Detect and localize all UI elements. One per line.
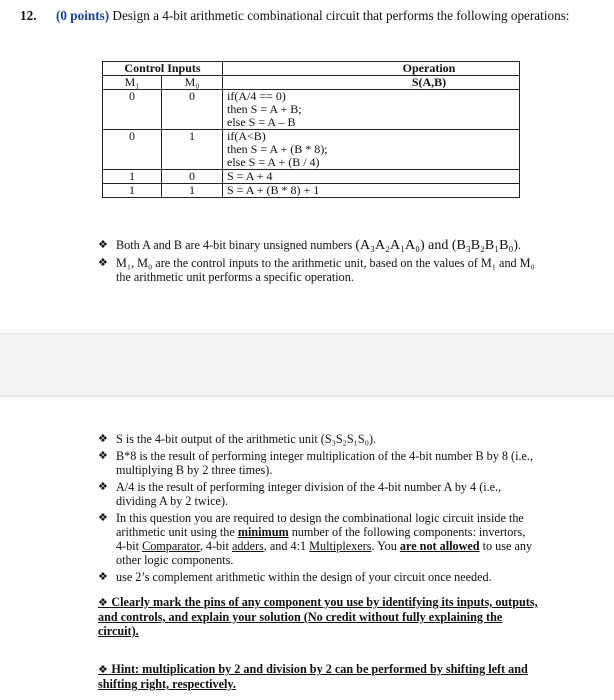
page-break-separator: [0, 333, 614, 397]
op-line: else S = A + (B / 4): [227, 155, 320, 169]
s-header: S(A,B): [223, 76, 520, 90]
bullet-text: , 4-bit: [199, 539, 232, 553]
bullets-bottom: [98, 432, 538, 587]
operations-table: [102, 61, 520, 198]
list-item: [98, 238, 538, 253]
question-number: 12.: [20, 8, 37, 23]
bullet-text: to use any other logic components.: [116, 539, 533, 567]
list-item: [98, 449, 538, 477]
bullet-star-icon: ❖: [98, 238, 108, 251]
m1-cell: 0: [103, 90, 162, 130]
note-hint: [98, 662, 540, 694]
note-text: [98, 595, 540, 638]
emphasis-minimum: minimum: [237, 525, 289, 539]
component-adders: adders: [231, 539, 264, 553]
table-row: [103, 130, 520, 170]
question-text: Design a 4-bit arithmetic combinational circuit that performs the following operations:: [112, 8, 570, 23]
bullet-text: , and 4:1: [263, 539, 310, 553]
bullet-star-icon: ❖: [98, 663, 112, 676]
bullet-text: .: [518, 238, 522, 252]
operation-cell: [223, 90, 520, 130]
op-line: if(A<B): [227, 129, 266, 143]
bullets-top: [98, 238, 538, 287]
note-clearly: [98, 595, 540, 641]
m1-cell: 1: [103, 184, 162, 198]
bullet-star-icon: ❖: [98, 449, 108, 462]
m0-cell: 0: [162, 170, 223, 184]
bullet-text: use 2’s complement arithmetic within the design of your circuit once needed.: [116, 570, 492, 584]
op-line: S = A + 4: [227, 169, 273, 183]
table-row: [103, 90, 520, 130]
control-inputs-header: Control Inputs: [103, 62, 223, 76]
m0-cell: 0: [162, 90, 223, 130]
bullet-star-icon: ❖: [98, 570, 108, 583]
list-item: [98, 256, 538, 284]
question-points: (0 points): [56, 8, 110, 23]
emphasis-not-allowed: are not allowed: [399, 539, 480, 553]
operation-cell: [223, 170, 520, 184]
op-line: S = A + (B * 8) + 1: [227, 183, 320, 197]
list-item: [98, 570, 538, 584]
component-multiplexers: Multiplexers: [309, 539, 372, 553]
operation-cell: [223, 184, 520, 198]
op-line: if(A/4 == 0): [227, 89, 286, 103]
bullet-text: A/4 is the result of performing integer division of the 4-bit number A by 4 (i.e., dividing A by 2 twice).: [116, 480, 502, 508]
note-clearly-text: Clearly mark the pins of any component you use by identifying its inputs, outputs, and controls, and explain your solution (No credit without fully explaining the circuit).: [98, 595, 538, 638]
m1-cell: 1: [103, 170, 162, 184]
bullet-text: M₁, M₀ are the control inputs to the arithmetic unit, based on the values of M₁ and M₀ the arithmetic unit performs a specific operation.: [116, 256, 535, 284]
table-row: [103, 170, 520, 184]
operation-cell: [223, 130, 520, 170]
bullet-text: In this question you are required to design the combinational logic circuit inside the arithmetic unit using the: [116, 511, 524, 539]
m1-cell: 0: [103, 130, 162, 170]
m0-header: M₀: [162, 76, 223, 90]
op-line: then S = A + B;: [227, 102, 302, 116]
op-line: else S = A – B: [227, 115, 296, 129]
bullet-star-icon: ❖: [98, 256, 108, 269]
question-header: [20, 8, 600, 24]
bullet-star-icon: ❖: [98, 432, 108, 445]
m1-header: M₁: [103, 76, 162, 90]
component-comparator: Comparator: [142, 539, 200, 553]
list-item: [98, 432, 538, 446]
bullet-text: B*8 is the result of performing integer multiplication of the 4-bit number B by 8 (i.e., multiplying B by 2 three times).: [116, 449, 533, 477]
bullet-star-icon: ❖: [98, 480, 108, 493]
bullet-text: Both A and B are 4-bit binary unsigned numbers: [116, 238, 356, 252]
list-item: [98, 480, 538, 508]
bullet-text: number of the following components: invertors, 4-bit: [116, 525, 526, 553]
note-text: [98, 662, 540, 691]
op-line: then S = A + (B * 8);: [227, 142, 328, 156]
table-row: [103, 184, 520, 198]
m0-cell: 1: [162, 130, 223, 170]
list-item: [98, 511, 538, 567]
m0-cell: 1: [162, 184, 223, 198]
bullet-star-icon: ❖: [98, 596, 112, 609]
operation-header: Operation: [223, 62, 520, 76]
operand-notation: (A₃A₂A₁A₀) and (B₃B₂B₁B₀): [355, 238, 519, 253]
bullet-text: . You: [371, 539, 400, 553]
bullet-star-icon: ❖: [98, 511, 108, 524]
note-hint-text: Hint: multiplication by 2 and division by 2 can be performed by shifting left and shifting right, respectively.: [98, 662, 528, 691]
bullet-text: S is the 4-bit output of the arithmetic unit (S₃S₂S₁S₀).: [116, 432, 377, 446]
